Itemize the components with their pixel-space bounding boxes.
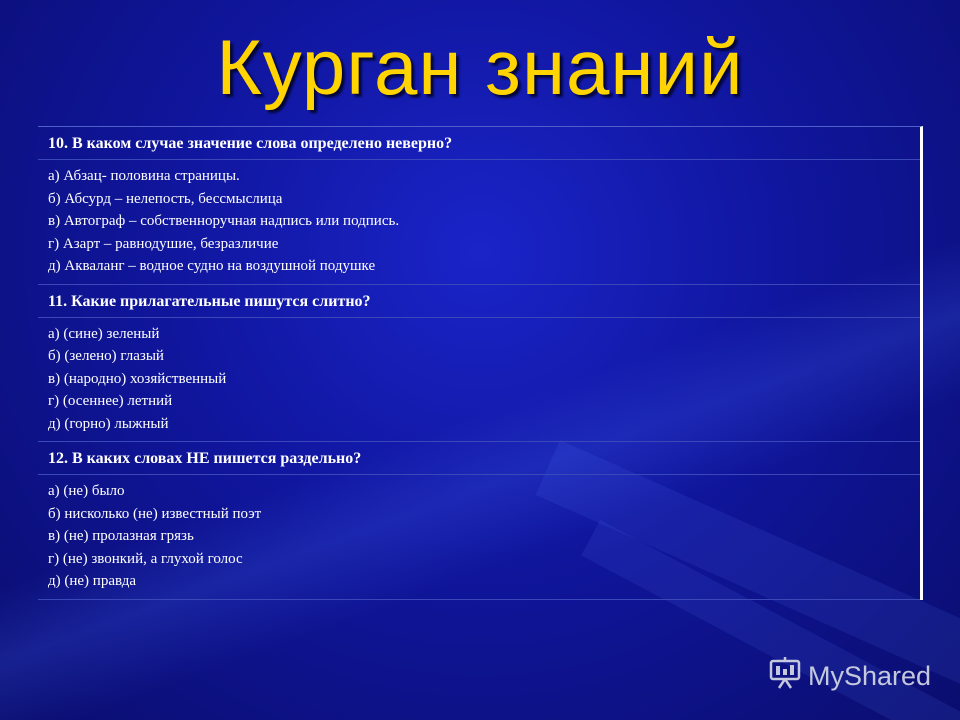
answer-options bbox=[38, 160, 920, 285]
answer-option: д) (не) правда bbox=[48, 573, 136, 589]
answer-option: г) (осеннее) летний bbox=[48, 393, 173, 409]
slide-title: Курган знаний bbox=[216, 23, 744, 111]
answer-option: г) Азарт – равнодушие, безразличие bbox=[48, 235, 279, 252]
answer-options bbox=[38, 318, 920, 443]
questions-table bbox=[38, 126, 923, 600]
answer-option: д) Акваланг – водное судно на воздушной подушке bbox=[48, 258, 376, 274]
question-heading: 12. В каких словах НЕ пишется раздельно? bbox=[38, 442, 920, 475]
answer-option: б) (зелено) глазый bbox=[48, 348, 164, 364]
answer-option: б) нисколько (не) известный поэт bbox=[48, 505, 262, 522]
answer-options bbox=[38, 475, 920, 600]
answer-option: д) (горно) лыжный bbox=[48, 415, 169, 432]
watermark-text: MyShared bbox=[808, 661, 932, 691]
question-heading: 11. Какие прилагательные пишутся слитно? bbox=[38, 285, 920, 318]
myshared-watermark bbox=[768, 656, 931, 697]
answer-option: а) (сине) зеленый bbox=[48, 325, 160, 342]
answer-option: в) Автограф – собственноручная надпись или подпись. bbox=[48, 213, 400, 229]
answer-option: б) Абсурд – нелепость, бессмыслица bbox=[48, 190, 283, 207]
question-heading: 10. В каком случае значение слова определено неверно? bbox=[38, 127, 920, 160]
answer-option: а) (не) было bbox=[48, 483, 125, 499]
presentation-board-icon bbox=[768, 656, 808, 697]
answer-option: г) (не) звонкий, а глухой голос bbox=[48, 550, 243, 567]
answer-option: в) (не) пролазная грязь bbox=[48, 528, 194, 544]
answer-option: в) (народно) хозяйственный bbox=[48, 370, 227, 387]
answer-option: а) Абзац- половина страницы. bbox=[48, 168, 240, 184]
